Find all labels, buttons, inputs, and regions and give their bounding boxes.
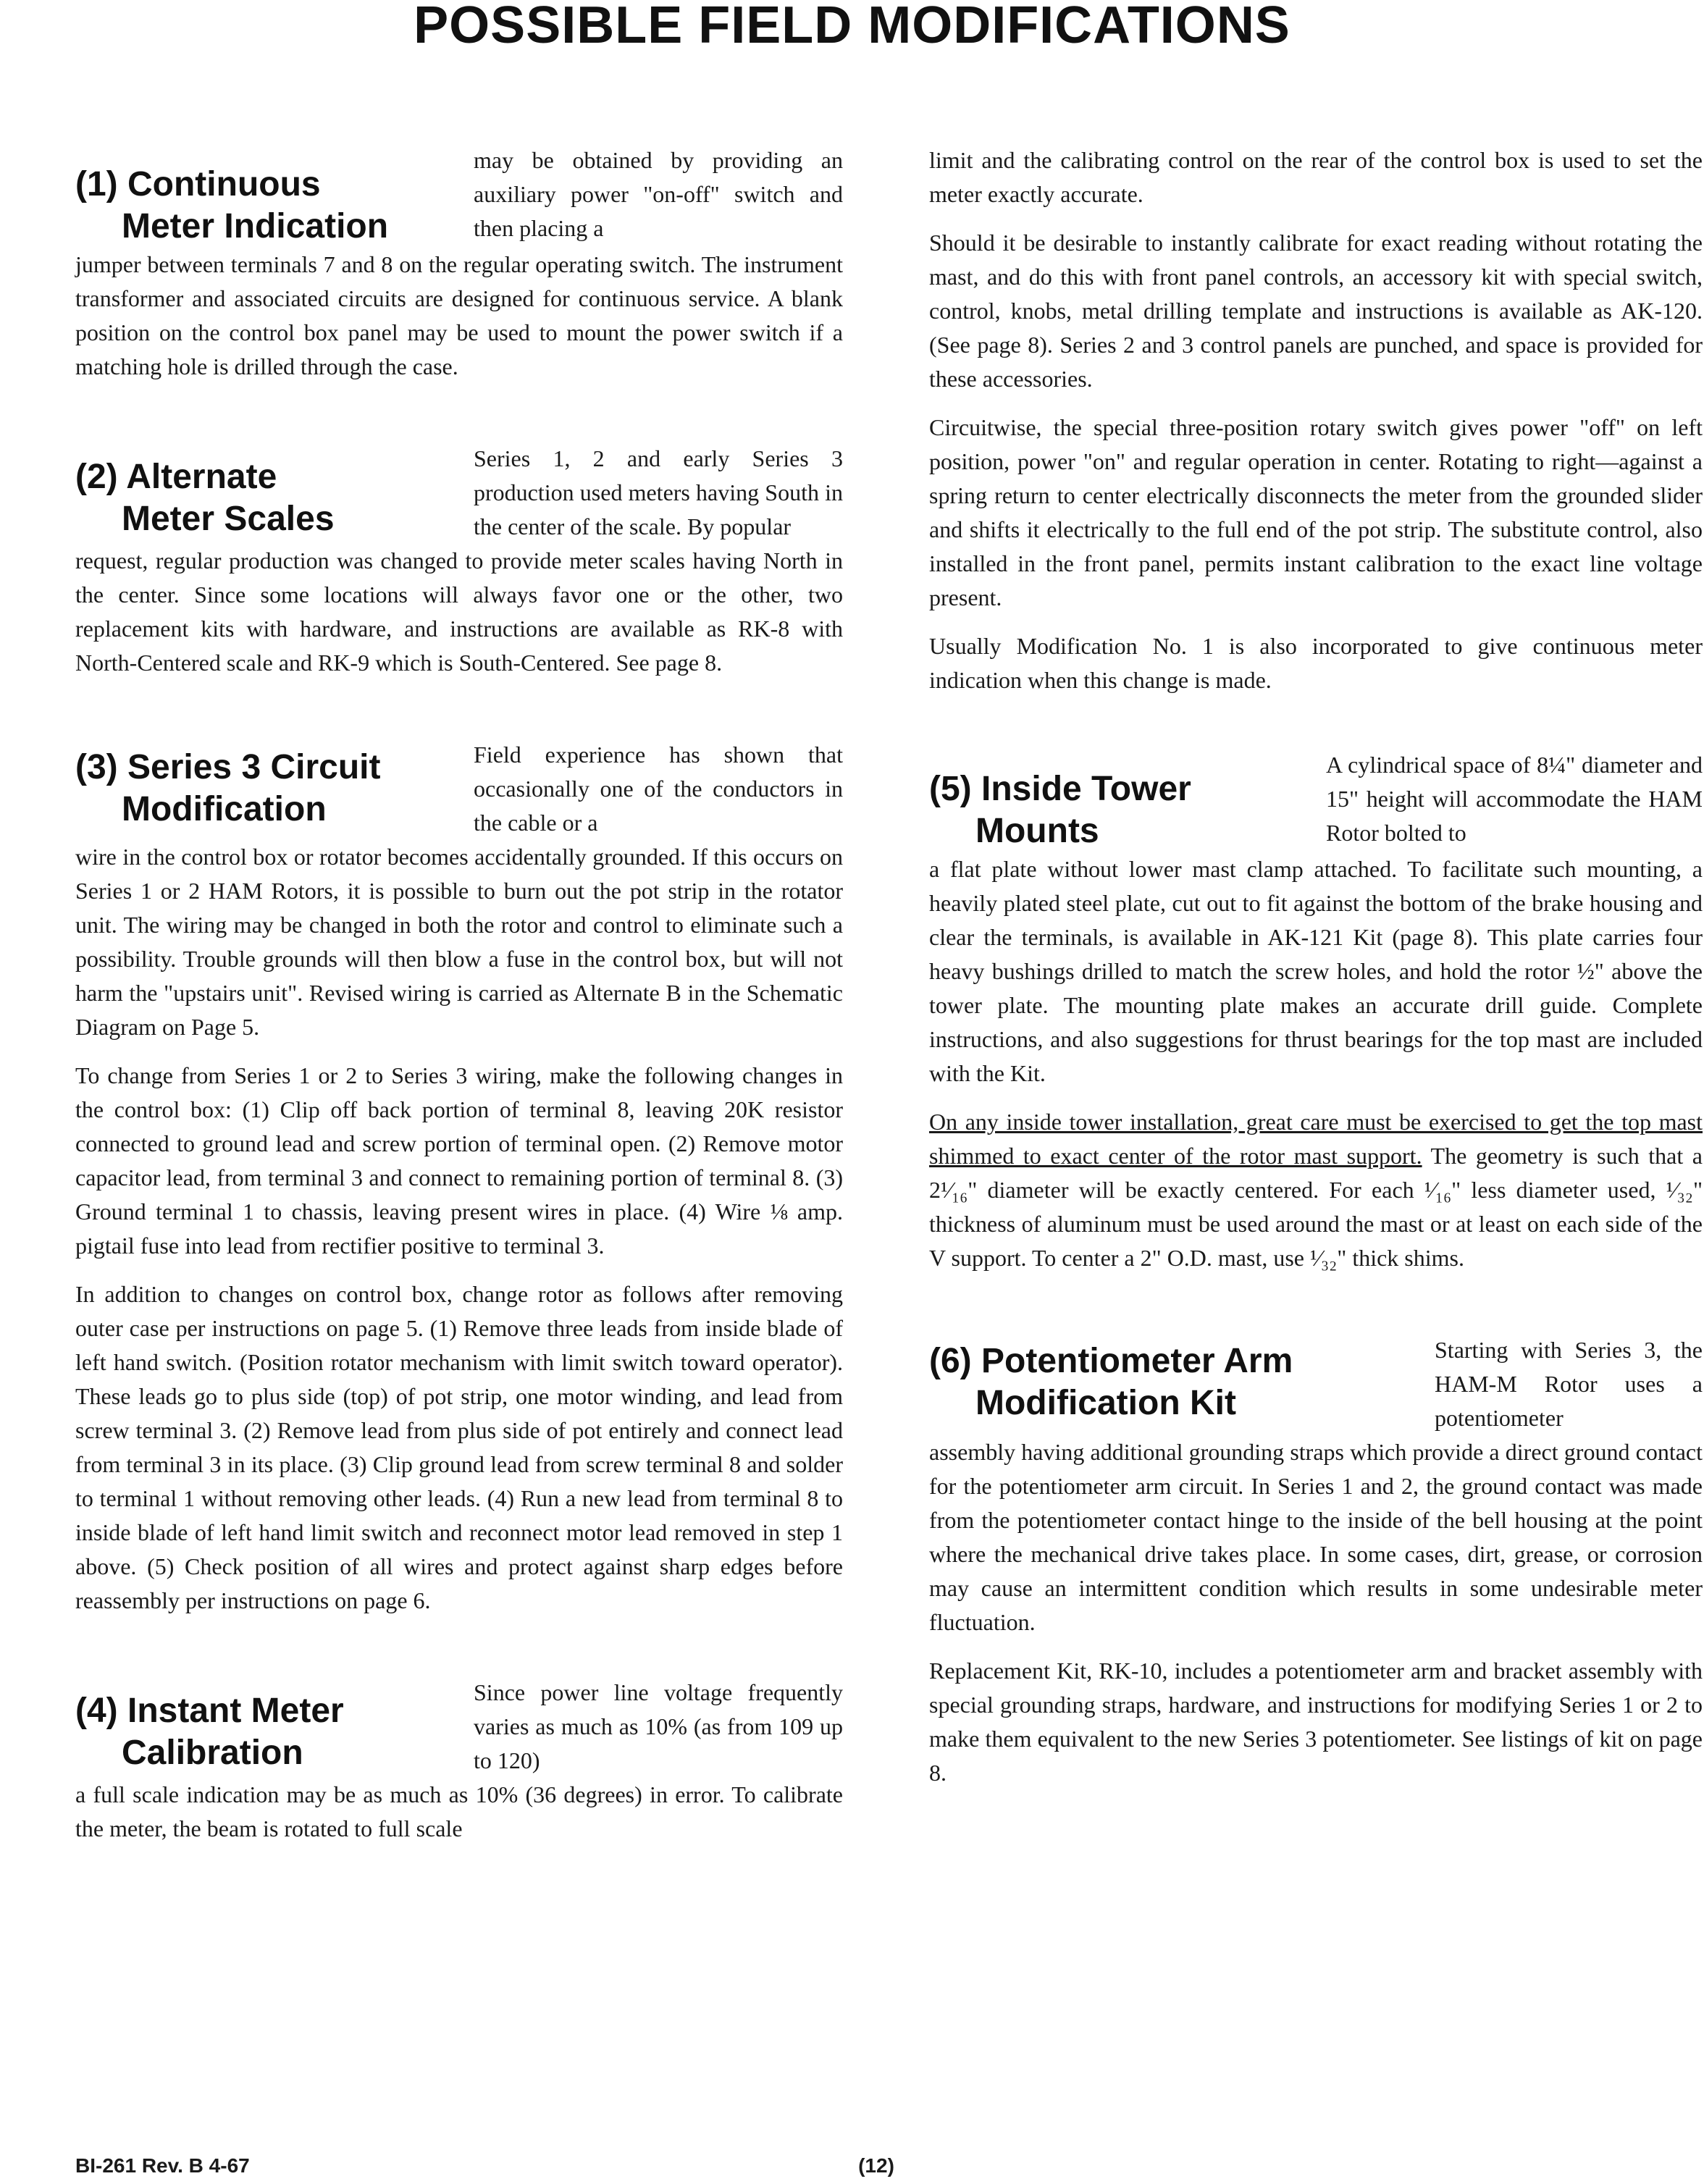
heading-line-2: Meter Scales: [122, 500, 335, 538]
section-paragraph: request, regular production was changed to provide meter scales having North in the center. Since some locations will always favor one or the other, two replacement kits with hardware, and instructions are available as RK-8 with North-Centered scale and RK-9 which is South-Centered. See page 8.: [75, 547, 843, 676]
section-alternate-meter-scales: [75, 442, 843, 680]
section-intro: Series 1, 2 and early Series 3 production used meters having South in the center of the scale. By popular: [474, 445, 843, 539]
section-header: [929, 748, 1703, 852]
section-heading: [75, 164, 466, 248]
section-intro: Field experience has shown that occasionally one of the conductors in the cable or a: [474, 742, 843, 836]
section-paragraph: limit and the calibrating control on the rear of the control box is used to set the meter exactly accurate.: [929, 147, 1703, 207]
section-intro: Since power line voltage frequently varies as much as 10% (as from 109 up to 120): [474, 1679, 843, 1773]
heading-line-1: (2) Alternate: [75, 458, 277, 496]
section-paragraph: [929, 1105, 1703, 1275]
heading-line-2: Calibration: [122, 1734, 303, 1772]
section-heading: [75, 456, 466, 540]
section-intro: A cylindrical space of 8¼" diameter and 15" height will accommodate the HAM Rotor bolted to: [1326, 752, 1703, 846]
section-header: [929, 1333, 1703, 1435]
section-header: [75, 143, 843, 248]
heading-line-1: (4) Instant Meter: [75, 1692, 344, 1730]
heading-line-2: Modification Kit: [975, 1384, 1236, 1422]
section-paragraph: a full scale indication may be as much as 10% (36 degrees) in error. To calibrate the meter, the beam is rotated to full scale: [75, 1781, 843, 1841]
document-number: BI-261 Rev. B 4-67: [75, 2154, 250, 2177]
heading-line-2: Meter Indication: [122, 207, 389, 245]
section-paragraph: jumper between terminals 7 and 8 on the regular operating switch. The instrument transformer and associated circuits are designed for continuous service. A blank position on the control box panel may be used to mount the power switch if a matching hole is drilled through the case.: [75, 251, 843, 379]
section-potentiometer-arm-modification-kit: [929, 1333, 1703, 1790]
section-instant-meter-calibration-continued: [929, 143, 1703, 697]
section-paragraph: To change from Series 1 or 2 to Series 3 wiring, make the following changes in the control box: (1) Clip off back portion of terminal 8, leaving 20K resistor connected to ground lead and screw portion of terminal open. (2) Remove motor capacitor lead, from terminal 3 and connect to remaining portion of terminal 8. (3) Ground terminal 1 to chassis, leaving present wires in place. (4) Wire ⅛ amp. pigtail fuse into lead from rectifier positive to terminal 3.: [75, 1062, 843, 1259]
section-intro: Starting with Series 3, the HAM-M Rotor uses a potentiometer: [1435, 1337, 1703, 1431]
left-column: [75, 143, 843, 1860]
section-heading: [75, 1690, 466, 1774]
section-paragraph: assembly having additional grounding straps which provide a direct ground contact for the potentiometer arm circuit. In Series 1 and 2, the ground contact was made from the potentiometer contact hinge to the inside of the bell housing at the point where the mechanical drive takes place. In some cases, dirt, grease, or corrosion may cause an intermittent condition which results in some undesirable meter fluctuation.: [929, 1439, 1703, 1635]
section-paragraph: In addition to changes on control box, change rotor as follows after removing outer case per instructions on page 5. (1) Remove three leads from inside blade of left hand switch. (Position rotator mechanism with limit switch toward operator). These leads go to plus side (top) of pot strip, one motor winding, and lead from screw terminal 3. (2) Remove lead from plus side of pot entirely and connect lead from terminal 3 in its place. (3) Clip ground lead from screw terminal 8 and solder to terminal 1 without removing other leads. (4) Run a new lead from terminal 8 to inside blade of left hand limit switch and reconnect motor lead removed in step 1 above. (5) Check position of all wires and protect against sharp edges before reassembly per instructions on page 6.: [75, 1281, 843, 1613]
right-column: [929, 143, 1703, 1805]
section-series-3-circuit-modification: [75, 738, 843, 1618]
section-paragraph: Usually Modification No. 1 is also incorporated to give continuous meter indication when this change is made.: [929, 633, 1703, 693]
section-paragraph: Circuitwise, the special three-position rotary switch gives power "off" on left position, power "on" and regular operation in center. Rotating to right—against a spring return to center electrically disconnects the meter from the grounded slider and shifts it electrically to the full end of the pot strip. The substitute control, also installed in the front panel, permits instant calibration to the exact line voltage present.: [929, 414, 1703, 610]
section-heading: [929, 1340, 1335, 1424]
section-paragraph: a flat plate without lower mast clamp attached. To facilitate such mounting, a heavily plated steel plate, cut out to fit against the bottom of the brake housing and clear the terminals, is available in AK-121 Kit (page 8). This plate carries four heavy bushings drilled to match the screw holes, and hold the rotor ½" above the tower plate. The mounting plate makes an accurate drill guide. Complete instructions, and also suggestions for thrust bearings for the top mast are included with the Kit.: [929, 856, 1703, 1086]
section-instant-meter-calibration: [75, 1676, 843, 1846]
underlined-warning: On any inside tower installation, great care must be exercised to get the top mast shimmed to exact center of the rotor mast support.: [929, 1109, 1703, 1169]
heading-line-1: (6) Potentiometer Arm: [929, 1342, 1293, 1380]
heading-line-1: (3) Series 3 Circuit: [75, 748, 381, 786]
section-heading: [75, 747, 466, 831]
section-paragraph: Replacement Kit, RK-10, includes a potentiometer arm and bracket assembly with special grounding straps, hardware, and instructions for modifying Series 1 or 2 to make them equivalent to the new Series 3 potentiometer. See listings of kit on page 8.: [929, 1658, 1703, 1786]
heading-line-1: (5) Inside Tower: [929, 770, 1191, 808]
section-header: [75, 442, 843, 544]
section-continuous-meter-indication: [75, 143, 843, 384]
page-title: POSSIBLE FIELD MODIFICATIONS: [414, 0, 1290, 54]
heading-line-2: Modification: [122, 790, 327, 828]
heading-line-2: Mounts: [975, 812, 1099, 850]
paragraph-continuation: The geometry is such that a 2¹⁄₁₆" diameter will be exactly centered. For each ¹⁄₁₆" less diameter used, ¹⁄₃₂" thickness of aluminum must be used around the mast or at least on each side of the V support. To center a 2" O.D. mast, use ¹⁄₃₂" thick shims.: [929, 1143, 1703, 1271]
heading-line-1: (1) Continuous: [75, 165, 321, 203]
section-paragraph: Should it be desirable to instantly calibrate for exact reading without rotating the mast, and do this with front panel controls, an accessory kit with special switch, control, knobs, metal drilling template and instructions is available as AK-120. (See page 8). Series 2 and 3 control panels are punched, and space is provided for these accessories.: [929, 230, 1703, 392]
section-heading: [929, 768, 1306, 852]
section-paragraph: wire in the control box or rotator becomes accidentally grounded. If this occurs on Series 1 or 2 HAM Rotors, it is possible to burn out the pot strip in the rotator unit. The wiring may be changed in both the rotor and control to eliminate such a possibility. Trouble grounds will then blow a fuse in the control box, but will not harm the "upstairs unit". Revised wiring is carried as Alternate B in the Schematic Diagram on Page 5.: [75, 844, 843, 1040]
section-inside-tower-mounts: [929, 748, 1703, 1275]
section-header: [75, 738, 843, 840]
section-intro: may be obtained by providing an auxiliary power "on-off" switch and then placing a: [474, 147, 843, 241]
page-number: (12): [858, 2154, 894, 2177]
section-header: [75, 1676, 843, 1778]
